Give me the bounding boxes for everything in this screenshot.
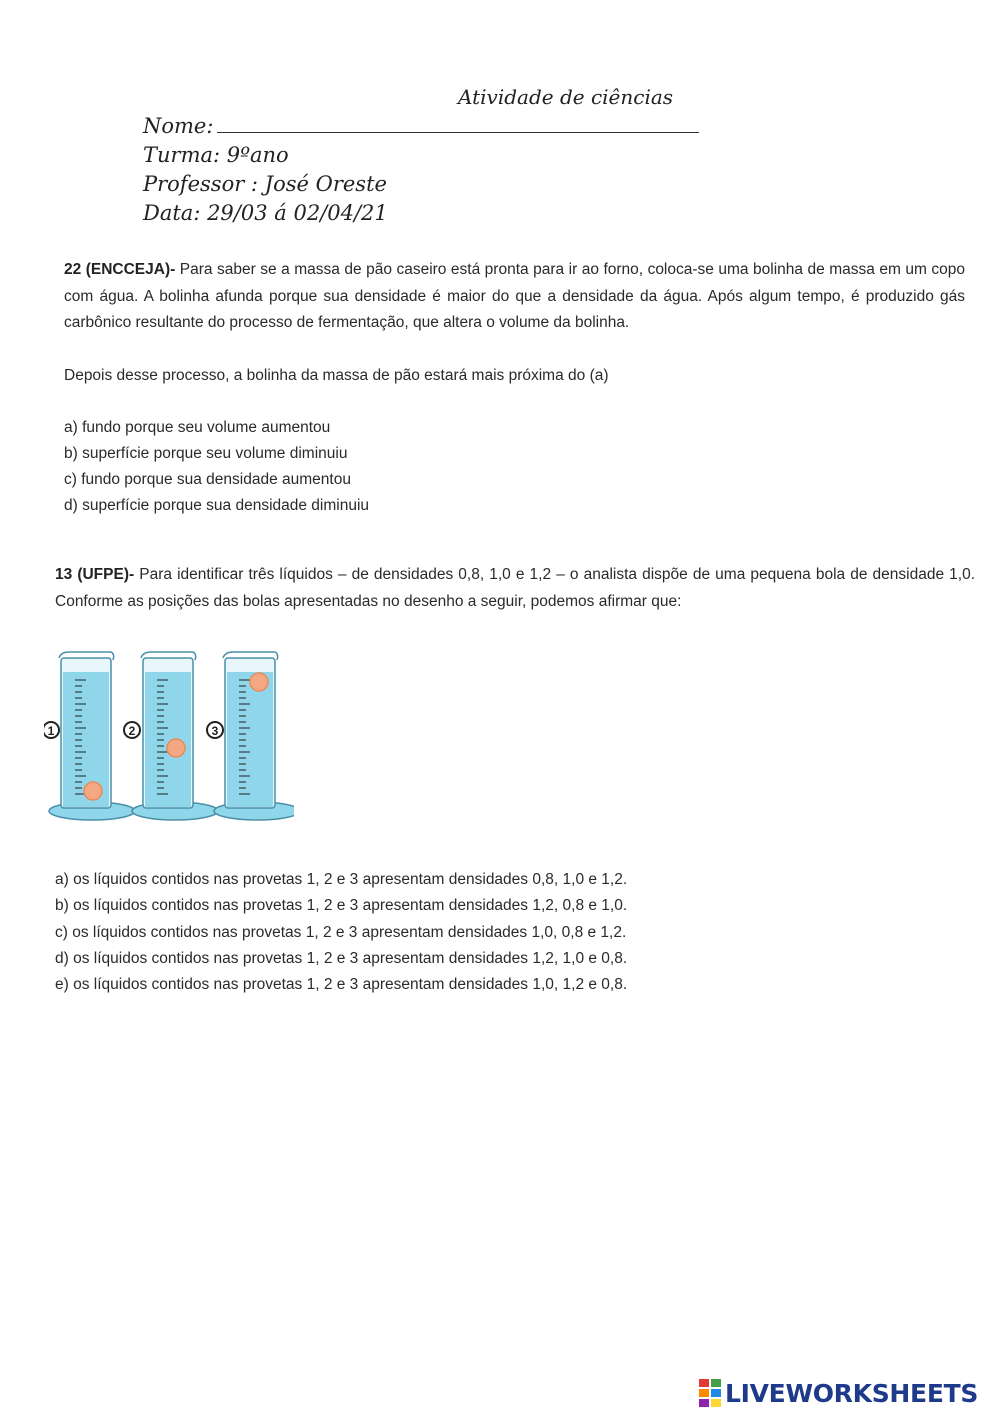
graduated-cylinders-figure — [44, 648, 294, 828]
question-13-option-c[interactable]: c) os líquidos contidos nas provetas 1, 2 e 3 apresentam densidades 1,0, 0,8 e 1,2. — [55, 924, 627, 941]
question-22-text — [64, 257, 965, 337]
cylinder-3-label — [207, 722, 223, 738]
question-13-text — [55, 561, 975, 615]
cylinder-2-ball — [167, 739, 185, 757]
cylinder-3-ball — [250, 673, 268, 691]
teacher-label: Professor : José Oreste — [143, 172, 387, 196]
name-blank-line[interactable] — [217, 114, 699, 133]
question-22-option-c[interactable]: c) fundo porque sua densidade aumentou — [64, 471, 351, 488]
svg-text:2: 2 — [128, 724, 136, 738]
question-13-number: 13 (UFPE)- — [55, 566, 135, 583]
name-field[interactable] — [143, 114, 699, 138]
question-22-option-d[interactable]: d) superfície porque sua densidade diminuiu — [64, 497, 370, 514]
cylinder-1-ball — [84, 782, 102, 800]
liveworksheets-brand — [698, 1378, 978, 1408]
question-22-number: 22 (ENCCEJA)- — [64, 261, 176, 278]
class-label: Turma: 9ºano — [143, 143, 289, 167]
question-22-option-a[interactable]: a) fundo porque seu volume aumentou — [64, 419, 331, 436]
question-22-prompt: Depois desse processo, a bolinha da massa de pão estará mais próxima do (a) — [64, 367, 609, 384]
cylinder-2 — [132, 652, 218, 820]
question-13-option-d[interactable]: d) os líquidos contidos nas provetas 1, 2 e 3 apresentam densidades 1,2, 1,0 e 0,8. — [55, 950, 628, 967]
question-13-option-e[interactable]: e) os líquidos contidos nas provetas 1, 2 e 3 apresentam densidades 1,0, 1,2 e 0,8. — [55, 976, 628, 993]
question-13-body: Para identificar três líquidos – de densidades 0,8, 1,0 e 1,2 – o analista dispõe de uma pequena bola de densidade 1,0. Conforme as posições das bolas apresentadas no desenho a seguir, podemos afirmar que: — [55, 566, 976, 610]
cylinder-1-label — [44, 722, 59, 738]
question-13-option-a[interactable]: a) os líquidos contidos nas provetas 1, 2 e 3 apresentam densidades 0,8, 1,0 e 1,2. — [55, 871, 628, 888]
question-22-option-b[interactable]: b) superfície porque seu volume diminuiu — [64, 445, 348, 462]
cylinder-2-label — [124, 722, 140, 738]
cylinder-3 — [211, 652, 294, 820]
liveworksheets-logo-icon — [698, 1378, 722, 1408]
cylinder-1 — [49, 652, 135, 820]
liveworksheets-wordmark: LIVEWORKSHEETS — [725, 1378, 979, 1408]
name-label: Nome: — [143, 114, 214, 138]
date-label: Data: 29/03 á 02/04/21 — [143, 201, 388, 225]
svg-text:1: 1 — [47, 724, 55, 738]
svg-text:3: 3 — [211, 724, 219, 738]
question-13-option-b[interactable]: b) os líquidos contidos nas provetas 1, 2 e 3 apresentam densidades 1,2, 0,8 e 1,0. — [55, 897, 628, 914]
question-22-body: Para saber se a massa de pão caseiro está pronta para ir ao forno, coloca-se uma bolinha de massa em um copo com água. A bolinha afunda porque sua densidade é maior do que a densidade da água. Após algum tempo, é produzido gás carbônico resultante do processo de fermentação, que altera o volume da bolinha. — [64, 261, 966, 331]
worksheet-title: Atividade de ciências — [458, 85, 674, 109]
